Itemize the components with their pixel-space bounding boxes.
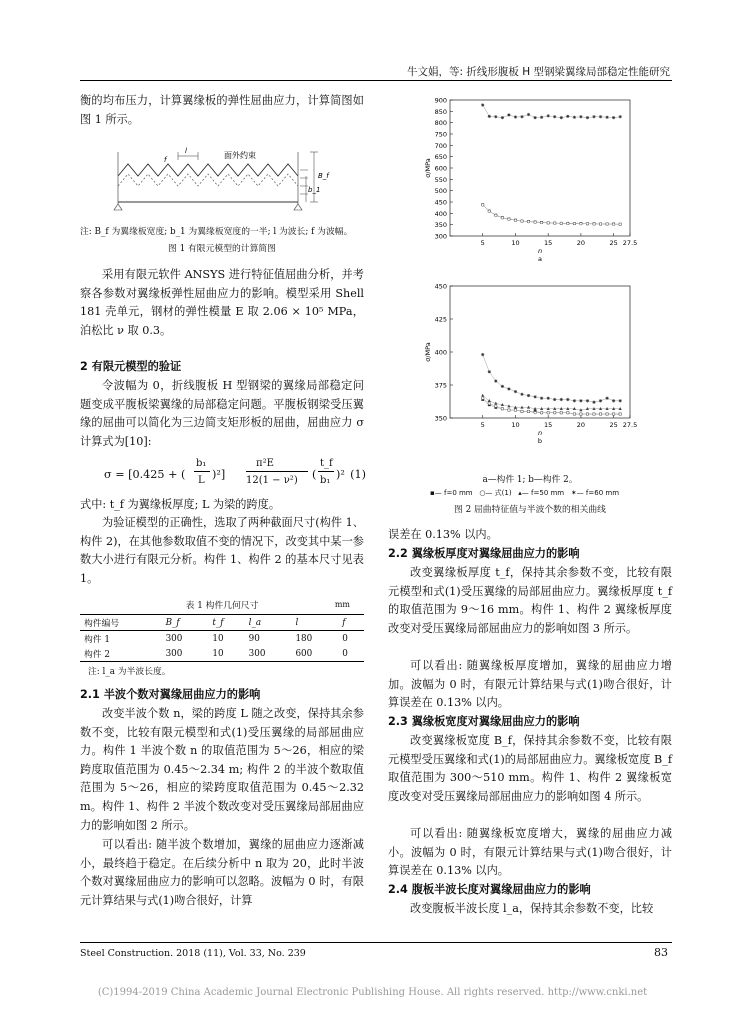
- figure-2a-chart: [404, 92, 664, 268]
- x-tick-label: 25: [609, 239, 618, 247]
- formula-tf: t_f: [320, 458, 333, 469]
- point-f60: [488, 370, 491, 373]
- point-eq1: [540, 221, 543, 224]
- series-f=60 mm: [481, 103, 622, 119]
- para-error: 误差在 0.13% 以内。: [388, 528, 498, 541]
- point-f60: [494, 379, 497, 382]
- point-f50: [599, 407, 602, 410]
- point-f60: [533, 395, 536, 398]
- point-eq1: [514, 219, 517, 222]
- table-1-note: 注: l_a 为半波长度。: [88, 667, 171, 677]
- zigzag-bottom: [118, 174, 298, 186]
- point-f50: [488, 399, 491, 402]
- point-f60: [592, 401, 595, 404]
- point-f60: [579, 399, 582, 402]
- point-eq1: [521, 410, 524, 413]
- panel-label: b: [537, 437, 543, 445]
- formula-number: (1): [350, 468, 366, 481]
- section-2-heading: 2 有限元模型的验证: [80, 360, 182, 373]
- point-eq1: [593, 413, 596, 416]
- point-f60: [592, 115, 595, 118]
- section-2-2-heading: 2.2 翼缘板厚度对翼缘屈曲应力的影响: [388, 547, 580, 560]
- y-tick-label: 450: [434, 282, 447, 291]
- point-f60: [579, 115, 582, 118]
- x-tick-label: 25: [609, 421, 618, 429]
- y-tick-label: 350: [434, 221, 447, 230]
- section-2-4-heading: 2.4 腹板半波长度对翼缘屈曲应力的影响: [388, 883, 591, 896]
- figure-1-caption: 图 1 有限元模型的计算简图: [168, 244, 276, 254]
- table-1-header: B_f: [165, 617, 180, 628]
- point-f60: [553, 115, 556, 118]
- point-f60: [481, 103, 484, 106]
- point-eq1: [560, 411, 563, 414]
- point-eq1: [586, 222, 589, 225]
- point-eq1: [553, 411, 556, 414]
- table-1-header: f: [342, 617, 346, 628]
- point-f60: [527, 113, 530, 116]
- para-half-wave-length: 改变腹板半波长度 l_a，保持其余参数不变，比较: [410, 902, 654, 915]
- series-line: [483, 205, 620, 224]
- formula-L: L: [198, 475, 205, 486]
- point-f60: [573, 399, 576, 402]
- para-half-waves-result: 可以看出: 随半波个数增加，翼缘的屈曲应力逐渐减小，最终趋于稳定。在后续分析中 n 取为 20，此时半波个数对翼缘屈曲应力的影响可以忽略。波幅为 0 时，有限元计算结果与式(1)吻合很好，计算: [80, 838, 364, 907]
- point-eq1: [481, 397, 484, 400]
- series-f=60 mm: [481, 353, 622, 404]
- point-eq1: [573, 222, 576, 225]
- point-eq1: [521, 220, 524, 223]
- legend-item-f0: ▪— f=0 mm: [430, 489, 473, 497]
- page-number: 83: [654, 946, 668, 959]
- para-half-waves: 改变半波个数 n，梁的跨度 L 随之改变，保持其余参数不变，比较有限元模型和式(1)受压翼缘的局部屈曲应力。构件 1 半波个数 n 的取值范围为 5～26，相应的梁跨度取值范围为 0.45～2.34 m; 构件 2 的半波个数取值范围为 5～26，相应的梁跨度取值范围为 0.45～2.32 m。构件 1、构件 2 半波个数改变对受压翼缘局部屈曲应力的影响如图 2 所示。: [80, 707, 364, 832]
- table-row: 构件 1 300 10 90 180 0: [84, 633, 348, 645]
- point-f60: [501, 385, 504, 388]
- y-axis-label: σ/MPa: [424, 342, 432, 362]
- x-tick-label: 27.5: [622, 239, 638, 247]
- point-f50: [592, 407, 595, 410]
- point-f60: [605, 116, 608, 119]
- support-left: [114, 204, 122, 210]
- point-f60: [605, 397, 608, 400]
- left-column: [80, 92, 364, 129]
- formula-b1b: b₁: [320, 475, 331, 486]
- point-f50: [520, 406, 523, 409]
- figure-1-diagram: [112, 142, 338, 222]
- running-title: 牛文娟，等: 折线形腹板 H 型钢梁翼缘局部稳定性能研究: [407, 66, 670, 78]
- y-tick-label: 350: [434, 414, 447, 423]
- point-f60: [566, 398, 569, 401]
- point-eq1: [580, 413, 583, 416]
- label-b1: b_1: [308, 186, 321, 194]
- x-tick-label: 5: [480, 421, 485, 429]
- point-f60: [520, 393, 523, 396]
- point-f50: [605, 407, 608, 410]
- x-tick-label: 15: [544, 239, 553, 247]
- journal-citation: Steel Construction. 2018 (11), Vol. 33, No. 239: [80, 948, 306, 959]
- table-1: [80, 600, 364, 679]
- point-f50: [566, 407, 569, 410]
- x-axis-label: n: [537, 247, 543, 255]
- y-axis-label: σ/MPa: [424, 158, 432, 178]
- point-eq1: [527, 410, 530, 413]
- point-f50: [560, 407, 563, 410]
- point-f60: [599, 399, 602, 402]
- point-eq1: [495, 405, 498, 408]
- point-f60: [501, 116, 504, 119]
- series-line: [483, 205, 620, 224]
- formula-den: 12(1 − ν²): [246, 475, 298, 486]
- table-1-header: t_f: [212, 617, 224, 628]
- point-f60: [507, 113, 510, 116]
- point-f60: [599, 115, 602, 118]
- table-1-header: l: [295, 617, 299, 628]
- point-f50: [481, 394, 484, 397]
- point-eq1: [619, 223, 622, 226]
- para-thickness-result: 可以看出: 随翼缘板厚度增加，翼缘的屈曲应力增加。波幅为 0 时，有限元计算结果与式(1)吻合很好，计算误差在 0.13% 以内。: [388, 659, 672, 710]
- support-right: [294, 204, 302, 210]
- point-f60: [619, 399, 622, 402]
- x-tick-label: 27.5: [622, 421, 638, 429]
- point-f60: [566, 115, 569, 118]
- y-tick-label: 800: [434, 119, 447, 128]
- series-式(1): [481, 204, 621, 226]
- para-width-result: 可以看出: 随翼缘板宽度增大，翼缘的屈曲应力减小。波幅为 0 时，有限元计算结果与式(1)吻合很好，计算误差在 0.13% 以内。: [388, 827, 672, 878]
- table-1-unit: mm: [334, 600, 350, 609]
- point-eq1: [501, 407, 504, 410]
- point-f60: [481, 353, 484, 356]
- y-tick-label: 400: [434, 348, 447, 357]
- para-validation: 令波幅为 0，折线腹板 H 型钢梁的翼缘局部稳定问题变成平腹板梁翼缘的局部稳定问题。平腹板钢梁受压翼缘的屈曲可以简化为三边简支矩形板的屈曲，屈曲应力 σ 计算式为[10]:: [80, 379, 364, 448]
- point-f60: [540, 397, 543, 400]
- point-f60: [514, 390, 517, 393]
- point-f60: [494, 115, 497, 118]
- point-f60: [547, 397, 550, 400]
- x-tick-label: 10: [511, 239, 520, 247]
- point-eq1: [534, 221, 537, 224]
- point-eq1: [514, 409, 517, 412]
- point-f60: [586, 399, 589, 402]
- point-eq1: [481, 204, 484, 207]
- header-rule: [80, 80, 672, 81]
- label-f: f: [164, 156, 167, 164]
- figure-2-legend: [430, 488, 670, 498]
- para-symbols: 式中: t_f 为翼缘板厚度; L 为梁的跨度。: [80, 498, 281, 511]
- point-f50: [586, 407, 589, 410]
- point-f60: [560, 116, 563, 119]
- point-f50: [547, 407, 550, 410]
- point-f60: [573, 116, 576, 119]
- point-eq1: [488, 210, 491, 213]
- label-bf: B_f: [318, 172, 329, 180]
- point-eq1: [580, 222, 583, 225]
- point-f60: [527, 394, 530, 397]
- footer-rule: [80, 942, 672, 943]
- y-tick-label: 550: [434, 175, 447, 184]
- point-f60: [547, 114, 550, 117]
- point-f50: [540, 407, 543, 410]
- point-eq1: [508, 218, 511, 221]
- legend-item-eq1: ○— 式(1): [479, 489, 512, 497]
- para-thickness: 改变翼缘板厚度 t_f，保持其余参数不变，比较有限元模型和式(1)受压翼缘的局部屈曲应力。翼缘板厚度 t_f 的取值范围为 9～16 mm。构件 1、构件 2 翼缘板厚度改变对受压翼缘局部屈曲应力的影响如图 3 所示。: [388, 566, 672, 635]
- label-l: l: [185, 147, 187, 155]
- point-eq1: [586, 413, 589, 416]
- point-f60: [619, 115, 622, 118]
- para-intro: 衡的均布压力，计算翼缘板的弹性屈曲应力，计算简图如图 1 所示。: [80, 94, 364, 126]
- table-1-header: 构件编号: [84, 619, 120, 629]
- x-tick-label: 10: [511, 421, 520, 429]
- point-eq1: [606, 223, 609, 226]
- point-f60: [507, 387, 510, 390]
- point-eq1: [567, 411, 570, 414]
- formula-mid: )²]: [212, 468, 226, 481]
- point-eq1: [534, 411, 537, 414]
- formula-b1: b₁: [196, 458, 207, 469]
- legend-item-f60: ✶— f=60 mm: [570, 489, 620, 497]
- x-tick-label: 15: [544, 421, 553, 429]
- point-f50: [573, 407, 576, 410]
- point-eq1: [560, 222, 563, 225]
- point-eq1: [553, 222, 556, 225]
- x-axis-label: n: [537, 429, 543, 437]
- y-tick-label: 900: [434, 96, 447, 105]
- point-eq1: [612, 223, 615, 226]
- y-tick-label: 500: [434, 187, 447, 196]
- point-eq1: [619, 413, 622, 416]
- y-tick-label: 450: [434, 198, 447, 207]
- legend-item-f50: ▴— f=50 mm: [518, 489, 565, 497]
- y-tick-label: 850: [434, 107, 447, 116]
- y-tick-label: 700: [434, 141, 447, 150]
- y-tick-label: 375: [434, 381, 447, 390]
- table-1-header: l_a: [248, 617, 262, 628]
- para-width: 改变翼缘板宽度 B_f，保持其余参数不变，比较有限元模型受压翼缘和式(1)的局部屈曲应力。翼缘板宽度 B_f 取值范围为 300～510 mm。构件 1、构件 2 翼缘板宽度改变对受压翼缘局部屈曲应力的影响如图 4 所示。: [388, 734, 672, 803]
- section-2-3-heading: 2.3 翼缘板宽度对翼缘屈曲应力的影响: [388, 715, 580, 728]
- formula-1: σ = [0.425 + ( b₁ L )²] π²E 12(1 − ν²) ( t_f b₁ )² (1): [104, 458, 366, 486]
- point-eq1: [540, 411, 543, 414]
- point-f50: [612, 407, 615, 410]
- point-eq1: [612, 413, 615, 416]
- copyright-watermark: (C)1994-2019 China Academic Journal Electronic Publishing House. All rights reserved. http://www.cnki.net: [97, 987, 648, 998]
- series-f=0 mm: [481, 203, 621, 225]
- point-f60: [612, 399, 615, 402]
- point-f60: [540, 116, 543, 119]
- point-f60: [514, 115, 517, 118]
- point-eq1: [495, 214, 498, 217]
- y-tick-label: 400: [434, 209, 447, 218]
- formula-num: π²E: [256, 458, 274, 469]
- figure-1-note: 注: B_f 为翼缘板宽度; b_1 为翼缘板宽度的一半; l 为波长; f 为波幅。: [80, 227, 353, 237]
- para-members: 为验证模型的正确性，选取了两种截面尺寸(构件 1、构件 2)，在其他参数取值不变的情况下，改变其中某一参数大小进行有限元分析。构件 1、构件 2 的基本尺寸见表 1。: [80, 516, 364, 585]
- point-eq1: [573, 413, 576, 416]
- label-constraint: 面外约束: [224, 151, 256, 160]
- point-eq1: [508, 409, 511, 412]
- point-f60: [586, 116, 589, 119]
- point-f60: [553, 398, 556, 401]
- plot-frame: [450, 100, 630, 236]
- point-f60: [612, 116, 615, 119]
- point-f50: [527, 406, 530, 409]
- point-eq1: [567, 222, 570, 225]
- y-tick-label: 650: [434, 153, 447, 162]
- point-f50: [553, 407, 556, 410]
- point-f50: [619, 407, 622, 410]
- point-eq1: [501, 217, 504, 220]
- point-f60: [533, 116, 536, 119]
- formula-end: )²: [336, 468, 345, 481]
- point-eq1: [527, 220, 530, 223]
- point-f60: [488, 115, 491, 118]
- table-1-title: 表 1 构件几何尺寸: [185, 601, 259, 611]
- figure-2-caption: 图 2 屈曲特征值与半波个数的相关曲线: [454, 505, 606, 515]
- point-eq1: [547, 411, 550, 414]
- y-tick-label: 600: [434, 164, 447, 173]
- table-row: 构件 2 300 10 300 600 0: [84, 648, 348, 660]
- x-tick-label: 20: [576, 239, 586, 247]
- point-eq1: [488, 402, 491, 405]
- point-eq1: [593, 223, 596, 226]
- point-eq1: [599, 223, 602, 226]
- figure-2-subcaption: a—构件 1; b—构件 2。: [482, 475, 578, 485]
- plot-frame: [450, 286, 630, 418]
- x-tick-label: 5: [480, 239, 485, 247]
- panel-label: a: [538, 255, 542, 263]
- point-f60: [560, 398, 563, 401]
- point-eq1: [547, 222, 550, 225]
- point-f60: [520, 115, 523, 118]
- section-2-1-heading: 2.1 半波个数对翼缘屈曲应力的影响: [80, 688, 261, 701]
- y-tick-label: 300: [434, 232, 447, 241]
- series-line: [483, 355, 620, 403]
- point-eq1: [606, 413, 609, 416]
- figure-2b-chart: [404, 278, 664, 450]
- y-tick-label: 425: [434, 315, 447, 324]
- formula-lhs: σ = [0.425 + (: [104, 468, 186, 481]
- point-eq1: [599, 413, 602, 416]
- x-tick-label: 20: [576, 421, 586, 429]
- y-tick-label: 750: [434, 130, 447, 139]
- para-ansys: 采用有限元软件 ANSYS 进行特征值屈曲分析，并考察各参数对翼缘板弹性屈曲应力的影响。模型采用 Shell 181 壳单元，钢材的弹性模量 E 取 2.06 × 10⁵ MPa，泊松比 ν 取 0.3。: [80, 268, 364, 337]
